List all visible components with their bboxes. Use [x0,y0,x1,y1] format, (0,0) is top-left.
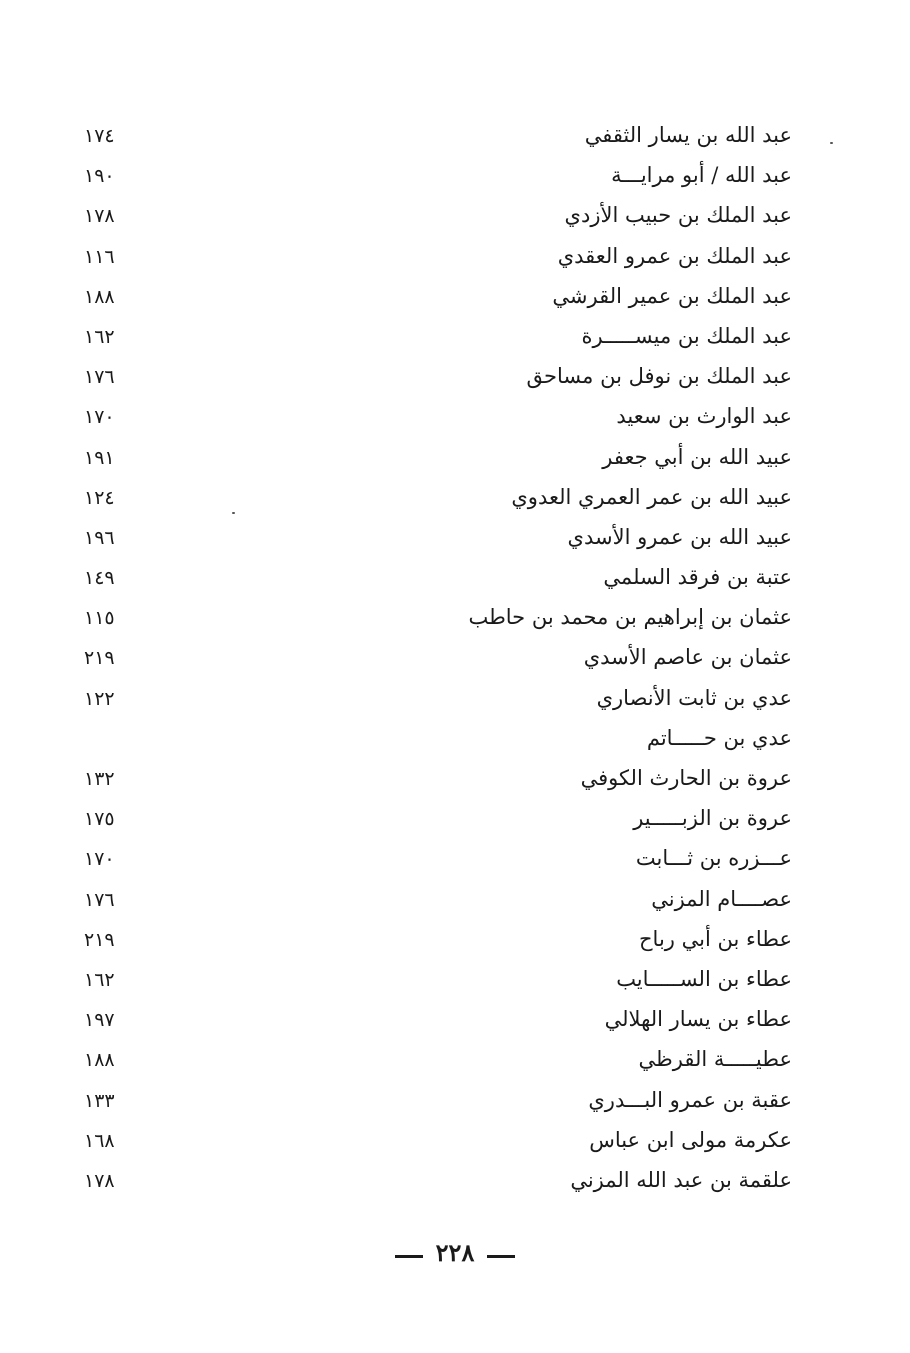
index-entry [0,115,910,155]
index-entry [0,155,910,195]
entry-name: عبيد الله بن عمرو الأسدي [567,524,792,549]
entry-name: عدي بن حـــــاتم [646,725,792,750]
index-entry [0,919,910,959]
index-entry [0,999,910,1039]
entry-page-number: ١٨٨ [84,1049,115,1072]
entry-page-number: ٢١٩ [84,647,115,670]
entry-name: عبد الملك بن عمرو العقدي [557,243,792,268]
entry-name: عبيد الله بن أبي جعفر [602,444,792,469]
entry-name: عـــزره بن ثـــابت [635,846,792,871]
entry-page-number: ١٩١ [84,446,115,469]
entry-name: عبد الوارث بن سعيد [616,404,792,429]
index-entry [0,758,910,798]
index-entry [0,879,910,919]
entry-page-number: ١٤٩ [84,567,115,590]
index-entry [0,1120,910,1160]
entry-page-number: ١٩٧ [84,1009,115,1032]
entry-page-number: ١٩٦ [84,526,115,549]
entry-page-number: ١٧٨ [84,1169,115,1192]
index-entry [0,316,910,356]
index-entry [0,195,910,235]
index-entry [0,396,910,436]
entry-page-number: ١١٦ [84,245,115,268]
index-entry [0,678,910,718]
index-entry [0,276,910,316]
entry-page-number: ١٧٠ [84,848,115,871]
index-entry [0,236,910,276]
entry-page-number: ٢١٩ [84,928,115,951]
entry-name: عكرمة مولى ابن عباس [589,1127,792,1152]
entry-name: عطاء بن أبي رباح [638,926,792,951]
entry-name: عطاء بن الســـــايب [616,966,792,991]
index-entry [0,437,910,477]
entry-name: عبد الملك بن عمير القرشي [552,283,792,308]
entry-name: عصــــام المزني [651,886,792,911]
index-entry [0,557,910,597]
entry-page-number: ١٢٤ [84,486,115,509]
index-entry [0,517,910,557]
index-entry [0,959,910,999]
entry-page-number: ١٦٢ [84,968,115,991]
index-entry [0,838,910,878]
entry-page-number: ١٢٢ [84,687,115,710]
entry-page-number: ١٧٥ [84,808,115,831]
index-entry [0,477,910,517]
entry-name: عبد الملك بن نوفل بن مساحق [526,364,792,389]
index-entry [0,1160,910,1200]
entry-page-number: ١٧٨ [84,205,115,228]
entry-page-number: ١١٥ [84,607,115,630]
entry-page-number: ١٩٠ [84,165,115,188]
footer-dash-right [487,1255,515,1258]
entry-name: عبد الله / أبو مرايـــة [611,163,792,188]
index-entry [0,356,910,396]
entry-name: عدي بن ثابت الأنصاري [596,685,792,710]
entry-name: عثمان بن إبراهيم بن محمد بن حاطب [468,605,792,630]
entry-page-number: ١٣٢ [84,768,115,790]
index-entry [0,597,910,637]
entry-page-number: ١٦٢ [84,325,115,348]
entry-name: عبد الملك بن ميســـــرة [581,323,792,348]
entry-name: عطاء بن يسار الهلالي [604,1007,792,1032]
footer-dash-left [395,1255,423,1258]
entry-page-number: ١٧٠ [84,406,115,429]
entry-name: عروة بن الزبـــــير [633,806,792,831]
entry-name: علقمة بن عبد الله المزني [570,1167,792,1192]
entry-name: عبد الله بن يسار الثقفي [584,123,792,147]
entry-page-number: ١٧٤ [84,125,115,147]
index-entry [0,718,910,758]
entry-page-number: ١٨٨ [84,285,115,308]
entry-name: عقبة بن عمرو البـــدري [588,1087,792,1112]
index-entry [0,1039,910,1079]
entry-page-number: ١٦٨ [84,1129,115,1152]
entry-page-number: ١٣٣ [84,1089,115,1112]
name-index-list [0,115,910,1200]
entry-name: عبيد الله بن عمر العمري العدوي [511,484,792,509]
entry-name: عروة بن الحارث الكوفي [580,766,792,790]
page-footer [0,1236,910,1270]
index-entry [0,1080,910,1120]
entry-page-number: ١٧٦ [84,888,115,911]
entry-name: عطيـــــة القرظي [638,1047,792,1072]
page-number: ٢٢٨ [435,1238,475,1267]
entry-name: عثمان بن عاصم الأسدي [583,645,792,670]
index-entry [0,637,910,677]
index-entry [0,798,910,838]
entry-name: عبد الملك بن حبيب الأزدي [564,203,792,228]
entry-name: عتبة بن فرقد السلمي [603,565,792,590]
entry-page-number: ١٧٦ [84,366,115,389]
